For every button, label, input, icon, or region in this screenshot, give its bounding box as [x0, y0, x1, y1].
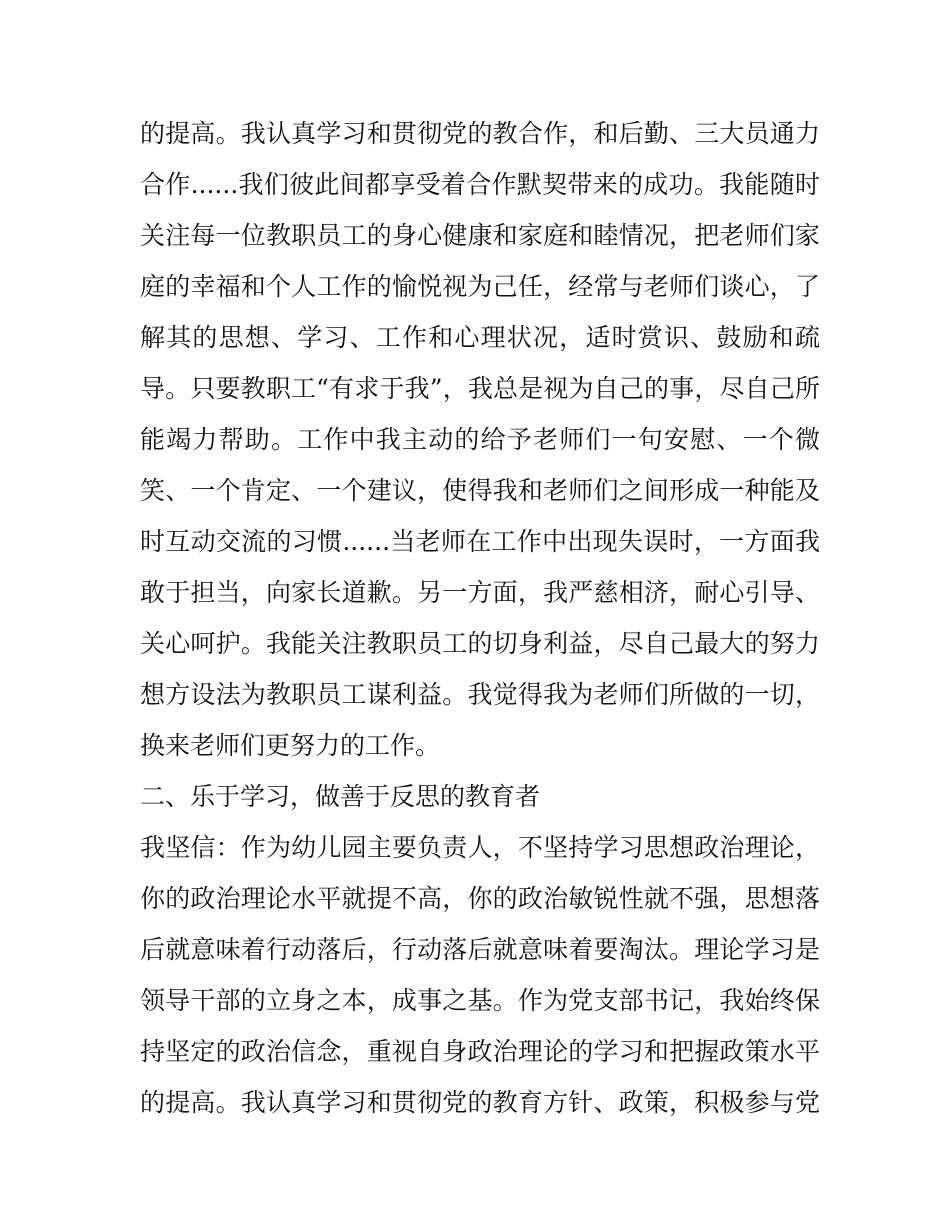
text-line: 笑、一个肯定、一个建议，使得我和老师们之间形成一种能及	[140, 476, 820, 505]
text-line: 你的政治理论水平就提不高，你的政治敏锐性就不强，思想落	[140, 884, 820, 913]
text-line: 合作......我们彼此间都享受着合作默契带来的成功。我能随时	[140, 170, 820, 199]
text-line: 的提高。我认真学习和贯彻党的教合作，和后勤、三大员通力	[140, 119, 820, 148]
text-line: 关心呵护。我能关注教职员工的切身利益，尽自己最大的努力	[140, 629, 820, 658]
text-line: 后就意味着行动落后，行动落后就意味着要淘汰。理论学习是	[140, 935, 820, 964]
document-body	[140, 108, 820, 1128]
text-line: 解其的思想、学习、工作和心理状况，适时赏识、鼓励和疏	[140, 323, 820, 352]
text-line: 的提高。我认真学习和贯彻党的教育方针、政策，积极参与党	[140, 1088, 820, 1117]
text-line: 我坚信：作为幼儿园主要负责人，不坚持学习思想政治理论，	[140, 833, 820, 862]
text-line: 换来老师们更努力的工作。	[140, 731, 441, 760]
text-line: 庭的幸福和个人工作的愉悦视为己任，经常与老师们谈心，了	[140, 272, 820, 301]
section-heading: 二、乐于学习，做善于反思的教育者	[140, 782, 541, 811]
text-line: 想方设法为教职员工谋利益。我觉得我为老师们所做的一切，	[140, 680, 820, 709]
text-line: 导。只要教职工“有求于我”，我总是视为自己的事，尽自己所	[140, 374, 820, 403]
text-line: 时互动交流的习惯......当老师在工作中出现失误时，一方面我	[140, 527, 820, 556]
text-line: 关注每一位教职员工的身心健康和家庭和睦情况，把老师们家	[140, 221, 820, 250]
text-line: 持坚定的政治信念，重视自身政治理论的学习和把握政策水平	[140, 1037, 820, 1066]
text-line: 能竭力帮助。工作中我主动的给予老师们一句安慰、一个微	[140, 425, 820, 454]
text-line: 敢于担当，向家长道歉。另一方面，我严慈相济，耐心引导、	[140, 578, 820, 607]
text-line: 领导干部的立身之本，成事之基。作为党支部书记，我始终保	[140, 986, 820, 1015]
